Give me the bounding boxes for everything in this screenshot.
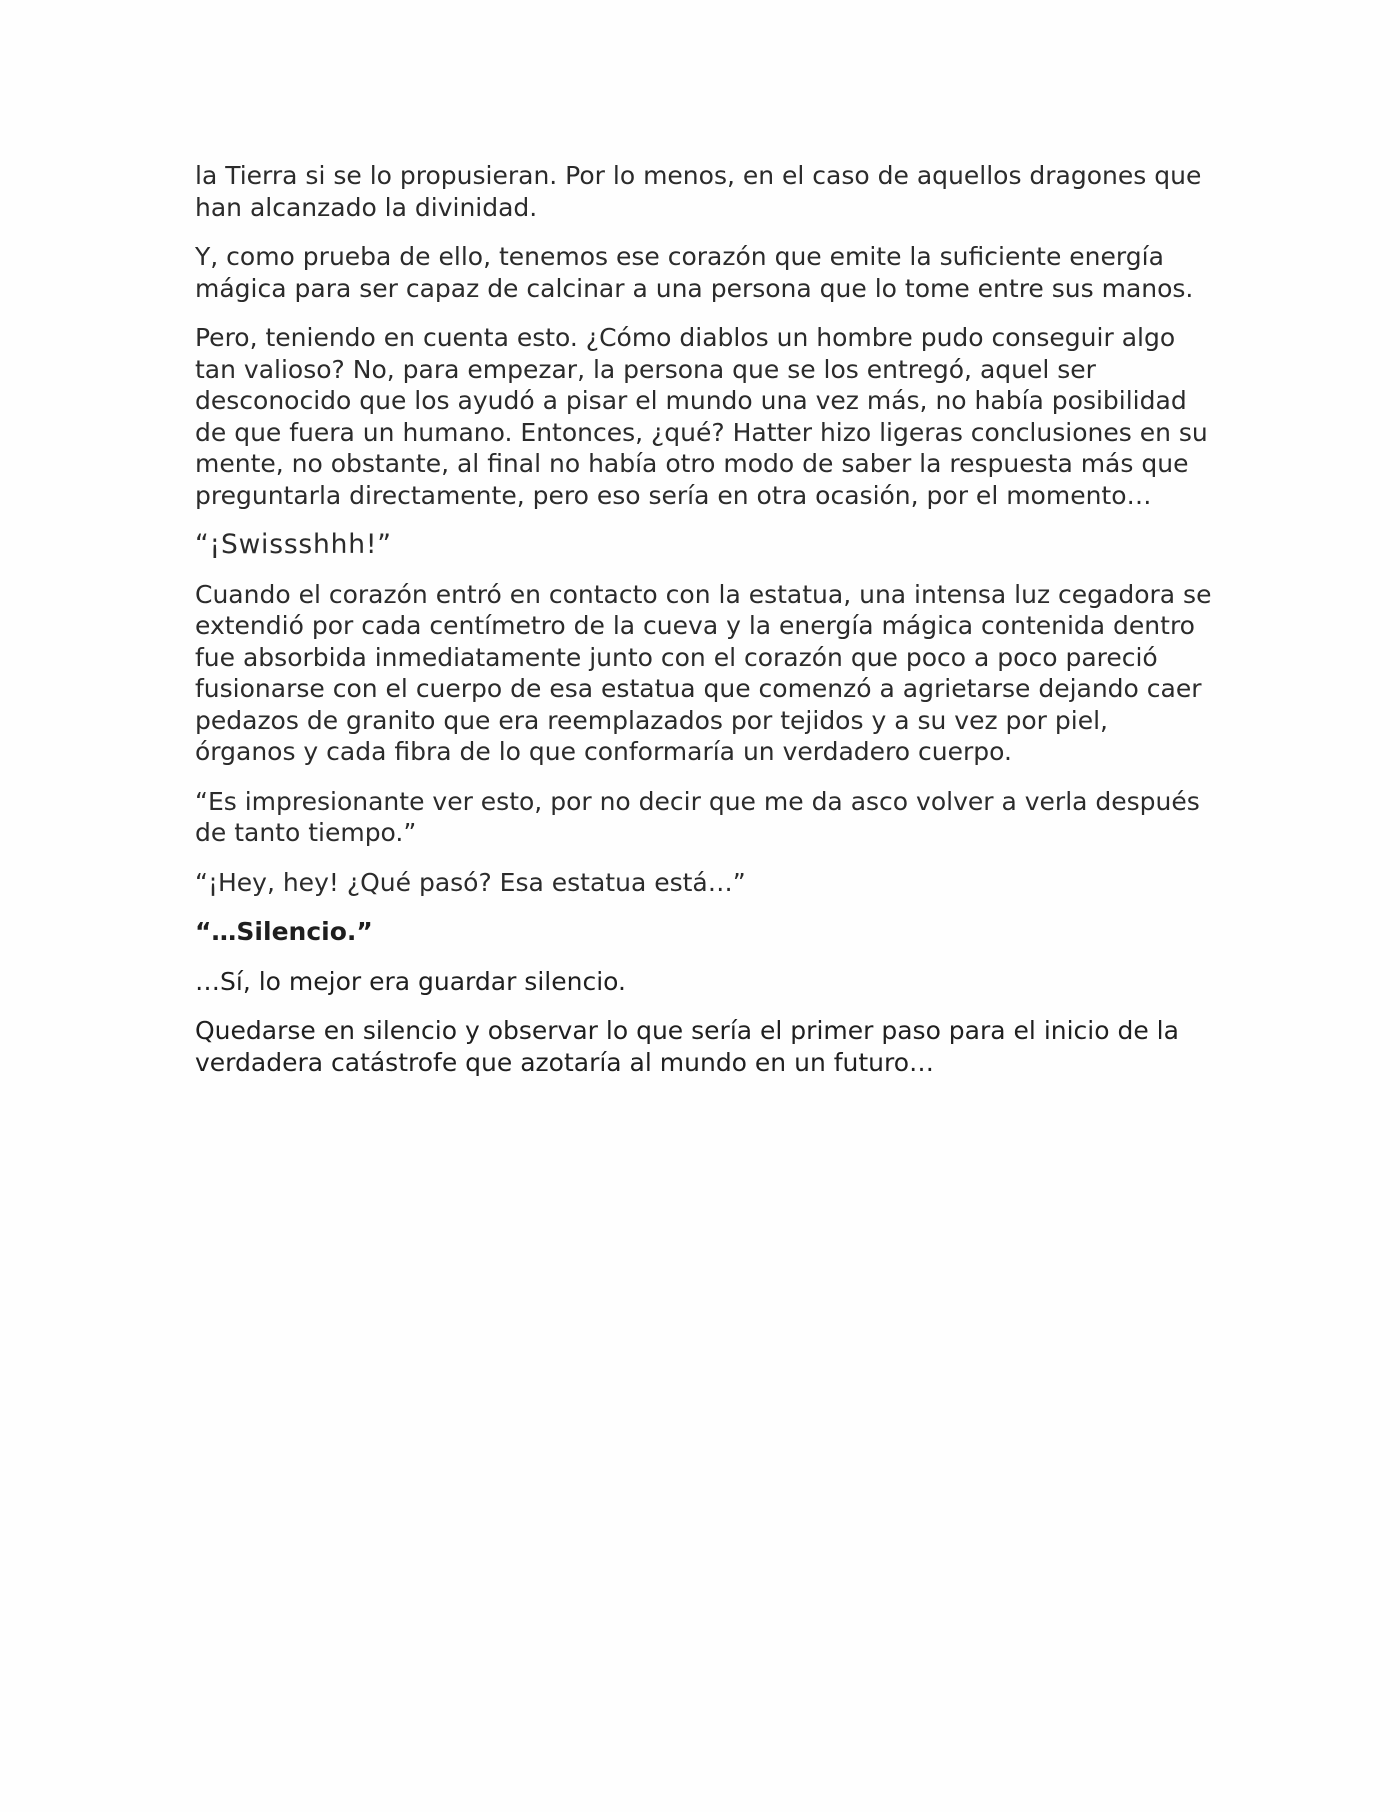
- dialogue-line-bold: “…Silencio.”: [195, 917, 373, 946]
- paragraph: Y, como prueba de ello, tenemos ese corazón que emite la suficiente energía mágica para ser capaz de calcinar a una persona que lo tome entre sus manos.: [195, 242, 1194, 303]
- paragraph: …Sí, lo mejor era guardar silencio.: [195, 966, 626, 996]
- text-column: [195, 160, 1215, 1096]
- dialogue-line: “Es impresionante ver esto, por no decir que me da asco volver a verla después de tanto tiempo.”: [195, 786, 1200, 847]
- paragraph: Quedarse en silencio y observar lo que sería el primer paso para el inicio de la verdadera catástrofe que azotaría al mundo en un futuro…: [195, 1016, 1179, 1077]
- paragraph: Cuando el corazón entró en contacto con la estatua, una intensa luz cegadora se extendió por cada centímetro de la cueva y la energía mágica contenida dentro fue absorbida inmediatamente junto con el corazón que poco a poco pareció fusionarse con el cuerpo de esa estatua que comenzó a agrietarse dejando caer pedazos de granito que era reemplazados por tejidos y a su vez por piel, órganos y cada fibra de lo que conformaría un verdadero cuerpo.: [195, 579, 1212, 766]
- paragraph: la Tierra si se lo propusieran. Por lo menos, en el caso de aquellos dragones que han alcanzado la divinidad.: [195, 161, 1202, 222]
- paragraph: Pero, teniendo en cuenta esto. ¿Cómo diablos un hombre pudo conseguir algo tan valioso? No, para empezar, la persona que se los entregó, aquel ser desconocido que los ayudó a pisar el mundo una vez más, no había posibilidad de que fuera un humano. Entonces, ¿qué? Hatter hizo ligeras conclusiones en su mente, no obstante, al final no había otro modo de saber la respuesta más que preguntarla directamente, pero eso sería en otra ocasión, por el momento…: [195, 323, 1208, 510]
- dialogue-line: “¡Hey, hey! ¿Qué pasó? Esa estatua está…”: [195, 867, 746, 897]
- sound-effect-line: “¡Swissshhh!”: [195, 529, 392, 560]
